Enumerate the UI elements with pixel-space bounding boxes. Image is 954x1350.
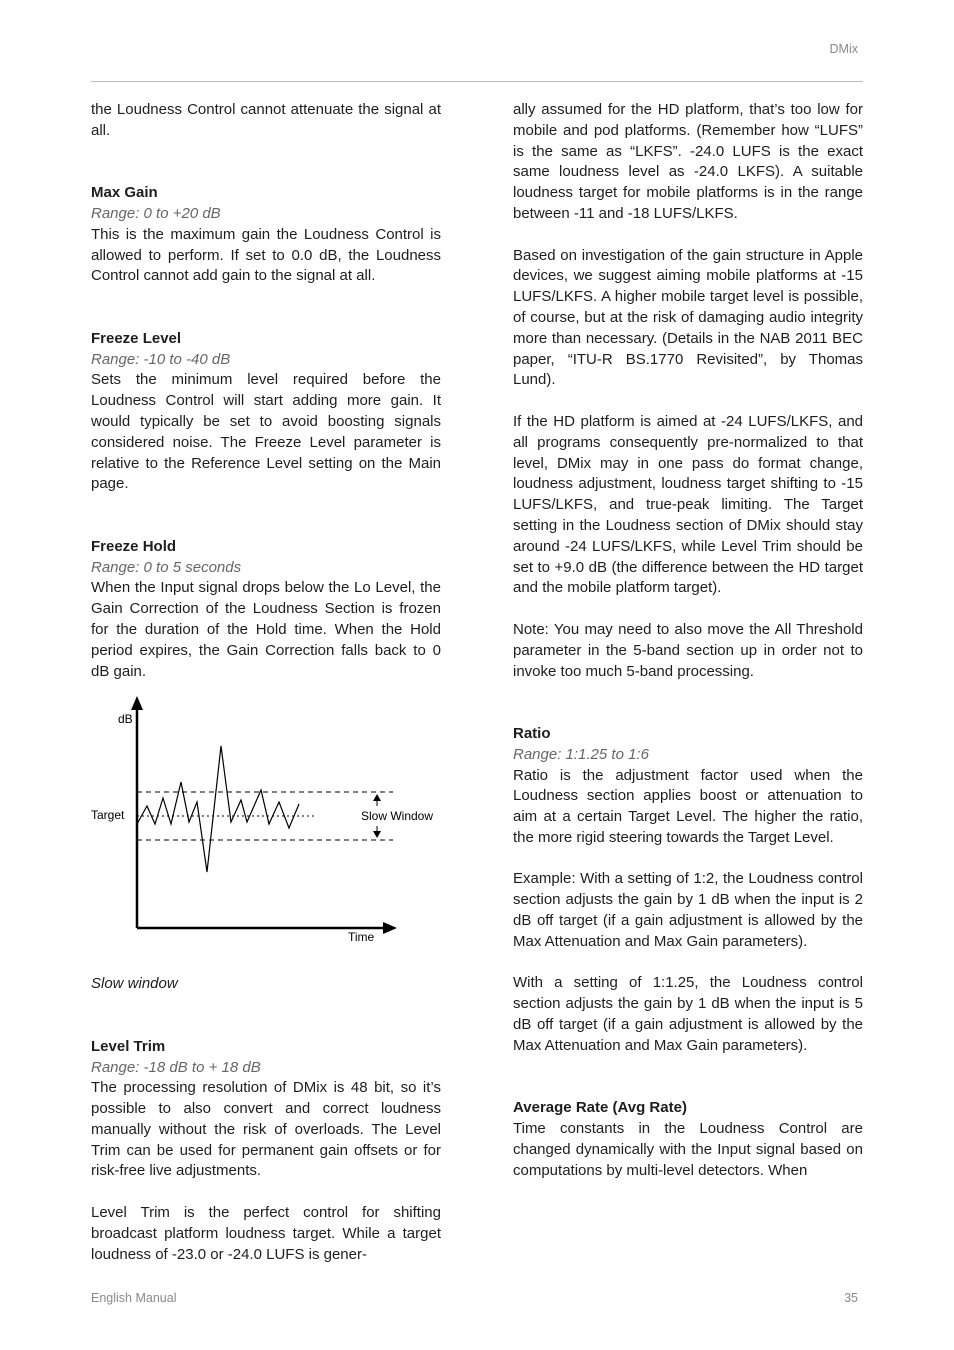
slow-window-figure: [91, 694, 441, 974]
slow-window-diagram: [91, 694, 441, 974]
signal-trace: [137, 746, 299, 872]
max-gain-body: This is the maximum gain the Loudness Control is allowed to perform. If set to 0.0 dB, the Loudness Control cannot add gain to the signal at all.: [91, 225, 441, 285]
freeze-hold-heading: Freeze Hold: [91, 537, 177, 555]
y-axis-label: dB: [118, 712, 133, 727]
freeze-hold-body: When the Input signal drops below the Lo Level, the Gain Correction of the Loudness Section is frozen for the duration of the Hold time. When the Hold period expires, the Gain Correction falls back to 0 dB gain.: [91, 579, 441, 680]
figure-caption: Slow window: [91, 975, 178, 993]
ratio-body-3: With a setting of 1:1.25, the Loudness control section adjusts the gain by 1 dB when the input is 5 dB off target (if a gain adjustment is allowed by the Max Attenuation and Max Gain parameters).: [513, 974, 863, 1054]
x-axis-arrow: [383, 922, 397, 934]
max-gain-range: Range: 0 to +20 dB: [91, 204, 221, 222]
right-paragraph-3: If the HD platform is aimed at -24 LUFS/LKFS, and all programs consequently pre-normalized to that level, DMix may in one pass do format change, loudness adjustment, loudness target shifting to -15 LUFS/LKFS, and true-peak limiting. The Target setting in the Loudness section of DMix should stay around -24 LUFS/LKFS, while Level Trim should be set to +9.0 dB (the difference between the HD target and the mobile platform target).: [513, 412, 863, 597]
level-trim-heading: Level Trim: [91, 1037, 166, 1055]
right-paragraph-1: ally assumed for the HD platform, that’s too low for mobile and pod platforms. (Remember how “LUFS” is the same as “LKFS”. -24.0 LUFS is the exact same loudness level as -24.0 LKFS). A suitable loudness target for mobile platforms is in the range between -11 and -18 LUFS/LKFS.: [513, 101, 863, 222]
window-arrowhead-down: [373, 831, 381, 838]
freeze-hold-range: Range: 0 to 5 seconds: [91, 558, 242, 576]
y-axis-arrow: [131, 696, 143, 710]
freeze-level-section: [91, 329, 441, 495]
right-paragraph-2: Based on investigation of the gain structure in Apple devices, we suggest aiming mobile platforms at -15 LUFS/LKFS. A higher mobile target level is possible, of course, but at the risk of damaging audio integrity more than necessary. (Details in the NAB 2011 BEC paper, “ITU-R BS.1770 Revisited”, by Thomas Lund).: [513, 246, 863, 389]
avg-rate-body: Time constants in the Loudness Control are changed dynamically with the Input signal based on computations by multi-level detectors. When: [513, 1120, 863, 1179]
freeze-level-range: Range: -10 to -40 dB: [91, 350, 231, 368]
page-number: 35: [844, 1291, 858, 1305]
level-trim-body-2: Level Trim is the perfect control for shifting broadcast platform loudness target. While a target loudness of -23.0 or -24.0 LUFS is gener-: [91, 1204, 441, 1263]
freeze-hold-section: [91, 537, 441, 683]
ratio-body-1: Ratio is the adjustment factor used when the Loudness section applies boost or attenuation to aim at a certain Target Level. The higher the ratio, the more rigid steering towards the Target Level.: [513, 766, 863, 846]
left-column: [91, 100, 441, 1265]
freeze-level-body: Sets the minimum level required before the Loudness Control will start adding more gain. It would typically be set to avoid boosting signals considered noise. The Freeze Level parameter is relative to the Reference Level setting on the Main page.: [91, 371, 441, 493]
window-arrowhead-up: [373, 794, 381, 801]
avg-rate-heading: Average Rate (Avg Rate): [513, 1099, 687, 1117]
target-label: Target: [91, 808, 125, 823]
footer-manual-label: English Manual: [91, 1291, 177, 1305]
max-gain-heading: Max Gain: [91, 184, 158, 202]
right-paragraph-4: Note: You may need to also move the All Threshold parameter in the 5-band section up in order not to invoke too much 5-band processing.: [513, 620, 863, 680]
level-trim-body-1: The processing resolution of DMix is 48 bit, so it’s possible to also convert and correct loudness manually without the risk of overloads. The Level Trim can be used for permanent gain offsets or for risk-free live adjustments.: [91, 1079, 441, 1180]
x-axis-label: Time: [348, 930, 375, 945]
ratio-section: [513, 724, 863, 1057]
level-trim-section: [91, 1037, 441, 1266]
ratio-heading: Ratio: [513, 724, 551, 742]
ratio-range: Range: 1:1.25 to 1:6: [513, 745, 649, 763]
header-divider: [91, 81, 863, 82]
running-header: DMix: [829, 42, 858, 56]
right-column: [513, 100, 863, 1181]
window-label: Slow Window: [361, 809, 434, 824]
ratio-body-2: Example: With a setting of 1:2, the Loudness control section adjusts the gain by 1 dB when the input is 2 dB off target (if a gain adjustment is allowed by the Max Attenuation and Max Gain parameters).: [513, 870, 863, 950]
avg-rate-section: [513, 1098, 863, 1181]
max-gain-section: [91, 183, 441, 287]
intro-paragraph: the Loudness Control cannot attenuate the signal at all.: [91, 101, 441, 139]
freeze-level-heading: Freeze Level: [91, 329, 182, 347]
level-trim-range: Range: -18 dB to + 18 dB: [91, 1058, 261, 1076]
